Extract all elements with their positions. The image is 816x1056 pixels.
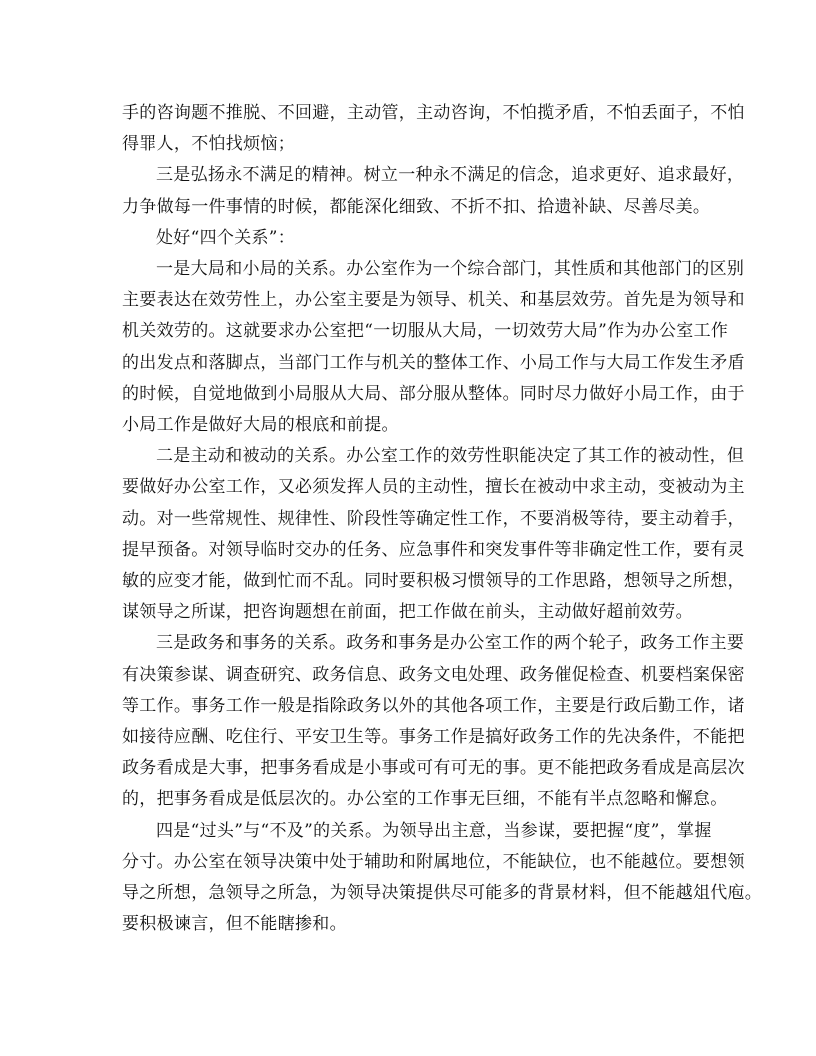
- paragraph: [122, 254, 745, 441]
- text-line: 要积极谏言，但不能瞎掺和。: [122, 914, 347, 935]
- text-line: 要做好办公室工作，又必须发挥人员的主动性，擅长在被动中求主动，变被动为主: [122, 477, 745, 498]
- text-line: 三是政务和事务的关系。政务和事务是办公室工作的两个轮子，政务工作主要: [156, 633, 745, 654]
- text-line: 处好“四个关系”：: [156, 227, 296, 248]
- text-line: 主要表达在效劳性上，办公室主要是为领导、机关、和基层效劳。首先是为领导和: [122, 290, 745, 311]
- text-line: 三是弘扬永不满足的精神。树立一种永不满足的信念，追求更好、追求最好，: [156, 165, 745, 186]
- text-line: 得罪人，不怕找烦恼；: [122, 134, 295, 155]
- document-page: [122, 98, 763, 940]
- text-line: 二是主动和被动的关系。办公室工作的效劳性职能决定了其工作的被动性，但: [156, 446, 745, 467]
- paragraph: [122, 441, 745, 628]
- text-line: 敏的应变才能，做到忙而不乱。同时要积极习惯领导的工作思路，想领导之所想，: [122, 571, 745, 592]
- paragraph: [122, 223, 698, 254]
- paragraph: [122, 816, 763, 941]
- text-line: 一是大局和小局的关系。办公室作为一个综合部门，其性质和其他部门的区别: [156, 259, 745, 280]
- text-line: 手的咨询题不推脱、不回避，主动管，主动咨询，不怕揽矛盾，不怕丢面子，不怕: [122, 103, 745, 123]
- text-line: 谋领导之所谋，把咨询题想在前面，把工作做在前头，主动做好超前效劳。: [122, 602, 693, 623]
- text-line: 动。对一些常规性、规律性、阶段性等确定性工作，不要消极等待，要主动着手，: [122, 508, 745, 529]
- text-line: 的，把事务看成是低层次的。办公室的工作事无巨细，不能有半点忽略和懈怠。: [122, 789, 728, 810]
- text-line: 力争做每一件事情的时候，都能深化细致、不折不扣、拾遗补缺、尽善尽美。: [122, 196, 711, 217]
- text-line: 的时候，自觉地做到小局服从大局、部分服从整体。同时尽力做好小局工作，由于: [122, 383, 745, 404]
- paragraph: [122, 628, 745, 815]
- paragraph: [122, 160, 745, 222]
- paragraph: [122, 98, 745, 160]
- text-line: 小局工作是做好大局的根底和前提。: [122, 415, 399, 436]
- text-line: 提早预备。对领导临时交办的任务、应急事件和突发事件等非确定性工作，要有灵: [122, 539, 745, 560]
- text-line: 政务看成是大事，把事务看成是小事或可有可无的事。更不能把政务看成是高层次: [122, 758, 745, 779]
- text-line: 四是“过头”与“不及”的关系。为领导出主意，当参谋，要把握“度”，掌握: [156, 820, 712, 841]
- text-line: 分寸。办公室在领导决策中处于辅助和附属地位，不能缺位，也不能越位。要想领: [122, 851, 745, 872]
- text-line: 导之所想，急领导之所急，为领导决策提供尽可能多的背景材料，但不能越俎代庖。: [122, 883, 763, 904]
- text-line: 如接待应酬、吃住行、平安卫生等。事务工作是搞好政务工作的先决条件，不能把: [122, 727, 745, 748]
- text-line: 有决策参谋、调查研究、政务信息、政务文电处理、政务催促检查、机要档案保密: [122, 664, 745, 685]
- text-line: 的出发点和落脚点，当部门工作与机关的整体工作、小局工作与大局工作发生矛盾: [122, 352, 745, 373]
- text-line: 等工作。事务工作一般是指除政务以外的其他各项工作，主要是行政后勤工作，诸: [122, 695, 745, 716]
- text-line: 机关效劳的。这就要求办公室把“一切服从大局，一切效劳大局”作为办公室工作: [122, 321, 729, 342]
